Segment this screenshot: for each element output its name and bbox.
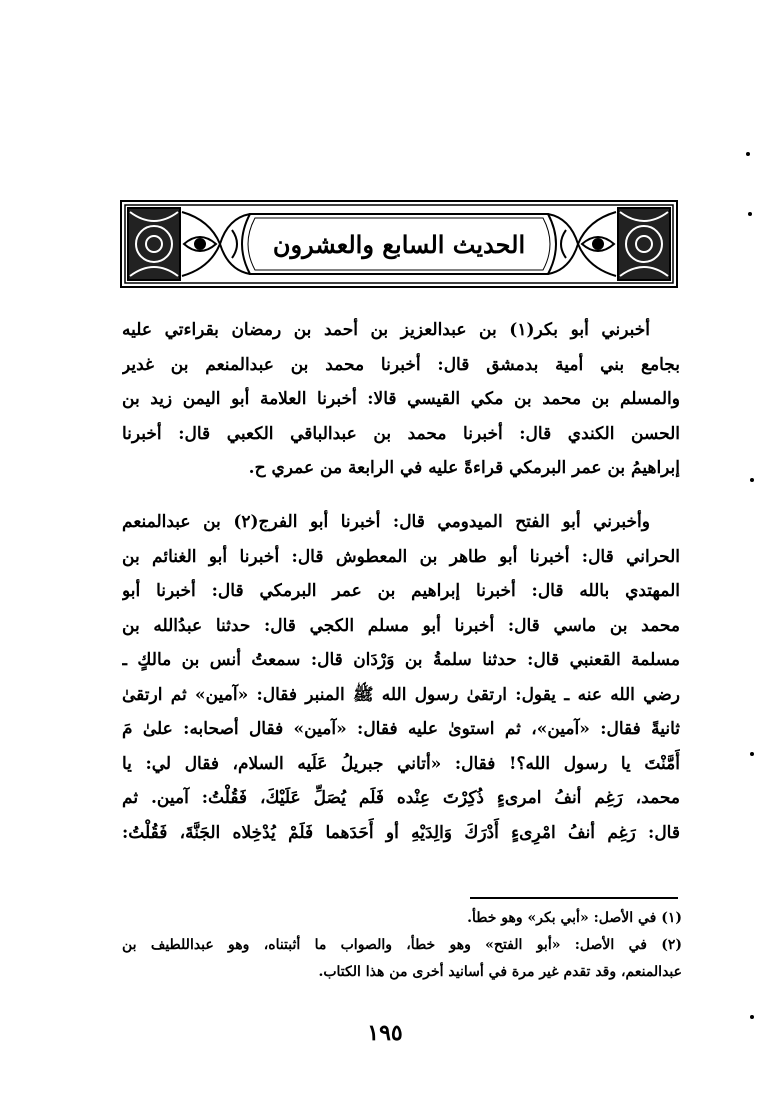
text-line: بجامع بني أمية بدمشق قال: أخبرنا محمد بن عبدالمنعم بن غدير — [122, 354, 680, 375]
margin-dot — [746, 152, 750, 156]
margin-dot — [750, 752, 754, 756]
text-line: مسلمة القعنبي قال: حدثنا سلمةُ بن وَرْدَان قال: سمعتُ أنس بن مالكٍ ـ — [122, 650, 680, 670]
margin-dot — [750, 1015, 754, 1019]
text-line: وأخبرني أبو الفتح الميدومي قال: أخبرنا أبو الفرج(٢) بن عبدالمنعم — [122, 512, 650, 532]
isnad-paragraph-1 — [122, 313, 680, 486]
footnote-divider — [470, 897, 678, 899]
text-line: المهتدي بالله قال: أخبرنا إبراهيم بن عمر البرمكي قال: أخبرنا أبو — [122, 581, 680, 601]
text-line: إبراهيمُ بن عمر البرمكي قراءةً عليه في الرابعة من عمري ح. — [248, 458, 680, 478]
footnote-1: (١) في الأصل: «أبي بكر» وهو خطأ. — [467, 910, 682, 926]
footnote-2: (٢) في الأصل: «أبو الفتح» وهو خطأ، والصواب ما أثبتناه، وهو عبداللطيف بن — [122, 937, 682, 953]
text-line: والمسلم بن محمد بن مكي القيسي قالا: أخبرنا العلامة أبو اليمن زيد بن — [122, 389, 680, 409]
margin-dot — [750, 478, 754, 482]
hadith-paragraph-2 — [122, 505, 680, 850]
text-line: رضي الله عنه ـ يقول: ارتقىٰ رسول الله ﷺ المنبر فقال: «آمين» ثم ارتقىٰ — [122, 684, 680, 705]
chapter-title: الحديث السابع والعشرون — [272, 229, 526, 259]
text-line: أخبرني أبو بكر(١) بن عبدالعزيز بن أحمد بن رمضان بقراءتي عليه — [122, 320, 650, 340]
text-line: قال: رَغِم أنفُ امْرِىءٍ أَدْرَكَ وَالِدَيْهِ أو أَحَدَهما فَلَمْ يُدْخِلاه الجَنَّةَ، فَقُلْتُ: — [122, 822, 680, 843]
right-arabesque — [548, 208, 670, 280]
text-line: محمد، رَغِم أنفُ امرىءٍ ذُكِرْتَ عِنْده فَلَم يُصَلِّ عَلَيْكَ، فَقُلْتُ: آمين. ثم — [122, 788, 680, 808]
footnotes — [122, 905, 682, 986]
chapter-heading-banner — [120, 200, 678, 288]
left-arabesque — [128, 208, 250, 280]
text-line: الحسن الكندي قال: أخبرنا محمد بن عبدالباقي الكعبي قال: أخبرنا — [122, 423, 680, 444]
text-line: محمد بن ماسي قال: أخبرنا أبو مسلم الكجي قال: حدثنا عبدُالله بن — [122, 615, 680, 636]
text-line: الحراني قال: أخبرنا أبو طاهر بن المعطوش قال: أخبرنا أبو الغنائم بن — [122, 546, 680, 567]
text-line: أَمَّنْتَ يا رسول الله؟! فقال: «أتاني جبريلُ عَلَيه السلام، فقال لي: يا — [122, 753, 680, 774]
text-line: ثانيةً فقال: «آمين»، ثم استوىٰ عليه فقال: «آمين» فقال أصحابه: علىٰ مَ — [122, 719, 680, 739]
page-number: ١٩٥ — [367, 1020, 403, 1046]
footnote-2-continued: عبدالمنعم، وقد تقدم غير مرة في أسانيد أخرى من هذا الكتاب. — [318, 964, 682, 980]
margin-dot — [748, 212, 752, 216]
